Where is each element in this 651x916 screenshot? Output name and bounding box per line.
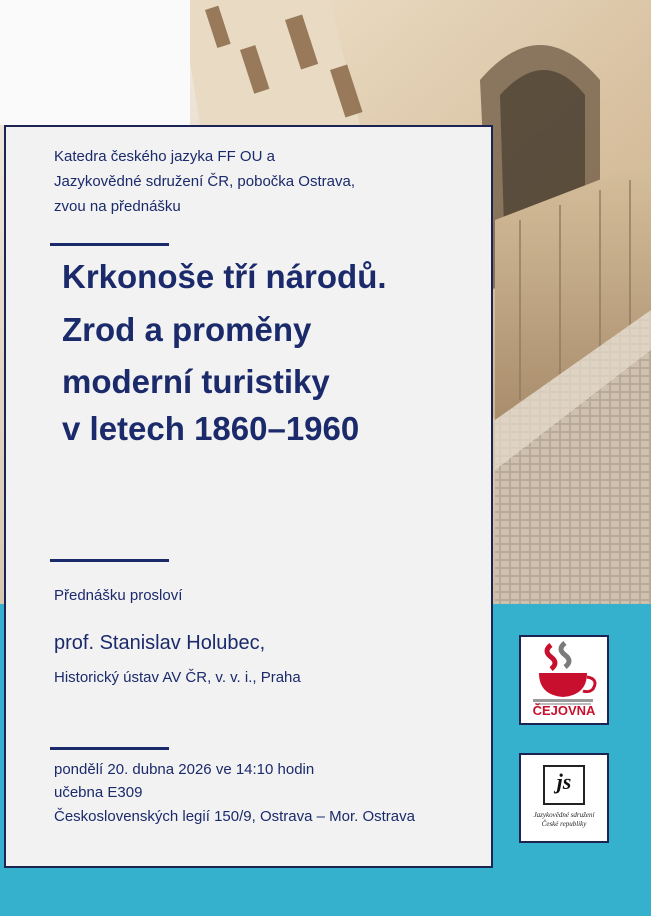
lecture-title-line-1: Krkonoše tří národů. <box>62 258 387 295</box>
intro-line-3: zvou na přednášku <box>54 198 181 215</box>
js-mark: js <box>556 769 572 794</box>
cejovna-logo <box>519 635 609 725</box>
lecture-title-line-3: moderní turistiky <box>62 363 330 400</box>
event-address: Československých legií 150/9, Ostrava – Mor. Ostrava <box>54 808 415 825</box>
speaker-affiliation: Historický ústav AV ČR, v. v. i., Praha <box>54 669 301 686</box>
lecture-title-line-4: v letech 1860–1960 <box>62 410 360 447</box>
speaker-name: prof. Stanislav Holubec, <box>54 632 266 654</box>
event-room: učebna E309 <box>54 784 143 801</box>
divider-speaker <box>50 559 169 562</box>
intro-line-1: Katedra českého jazyka FF OU a <box>54 148 275 165</box>
cejovna-wordmark: ČEJOVNA <box>532 703 596 718</box>
divider-event <box>50 747 169 750</box>
invitation-card <box>4 125 493 868</box>
intro-line-2: Jazykovědné sdružení ČR, pobočka Ostrava, <box>54 173 355 190</box>
lecture-title-line-2: Zrod a proměny <box>62 311 312 348</box>
js-caption-line-2: České republiky <box>541 820 587 828</box>
speaker-intro: Přednášku prosloví <box>54 587 183 604</box>
js-caption-line-1: Jazykovědné sdružení <box>533 811 595 819</box>
event-date: pondělí 20. dubna 2026 ve 14:10 hodin <box>54 761 315 778</box>
js-logo <box>519 753 609 843</box>
white-sky-area <box>0 0 190 125</box>
divider-title <box>50 243 169 246</box>
